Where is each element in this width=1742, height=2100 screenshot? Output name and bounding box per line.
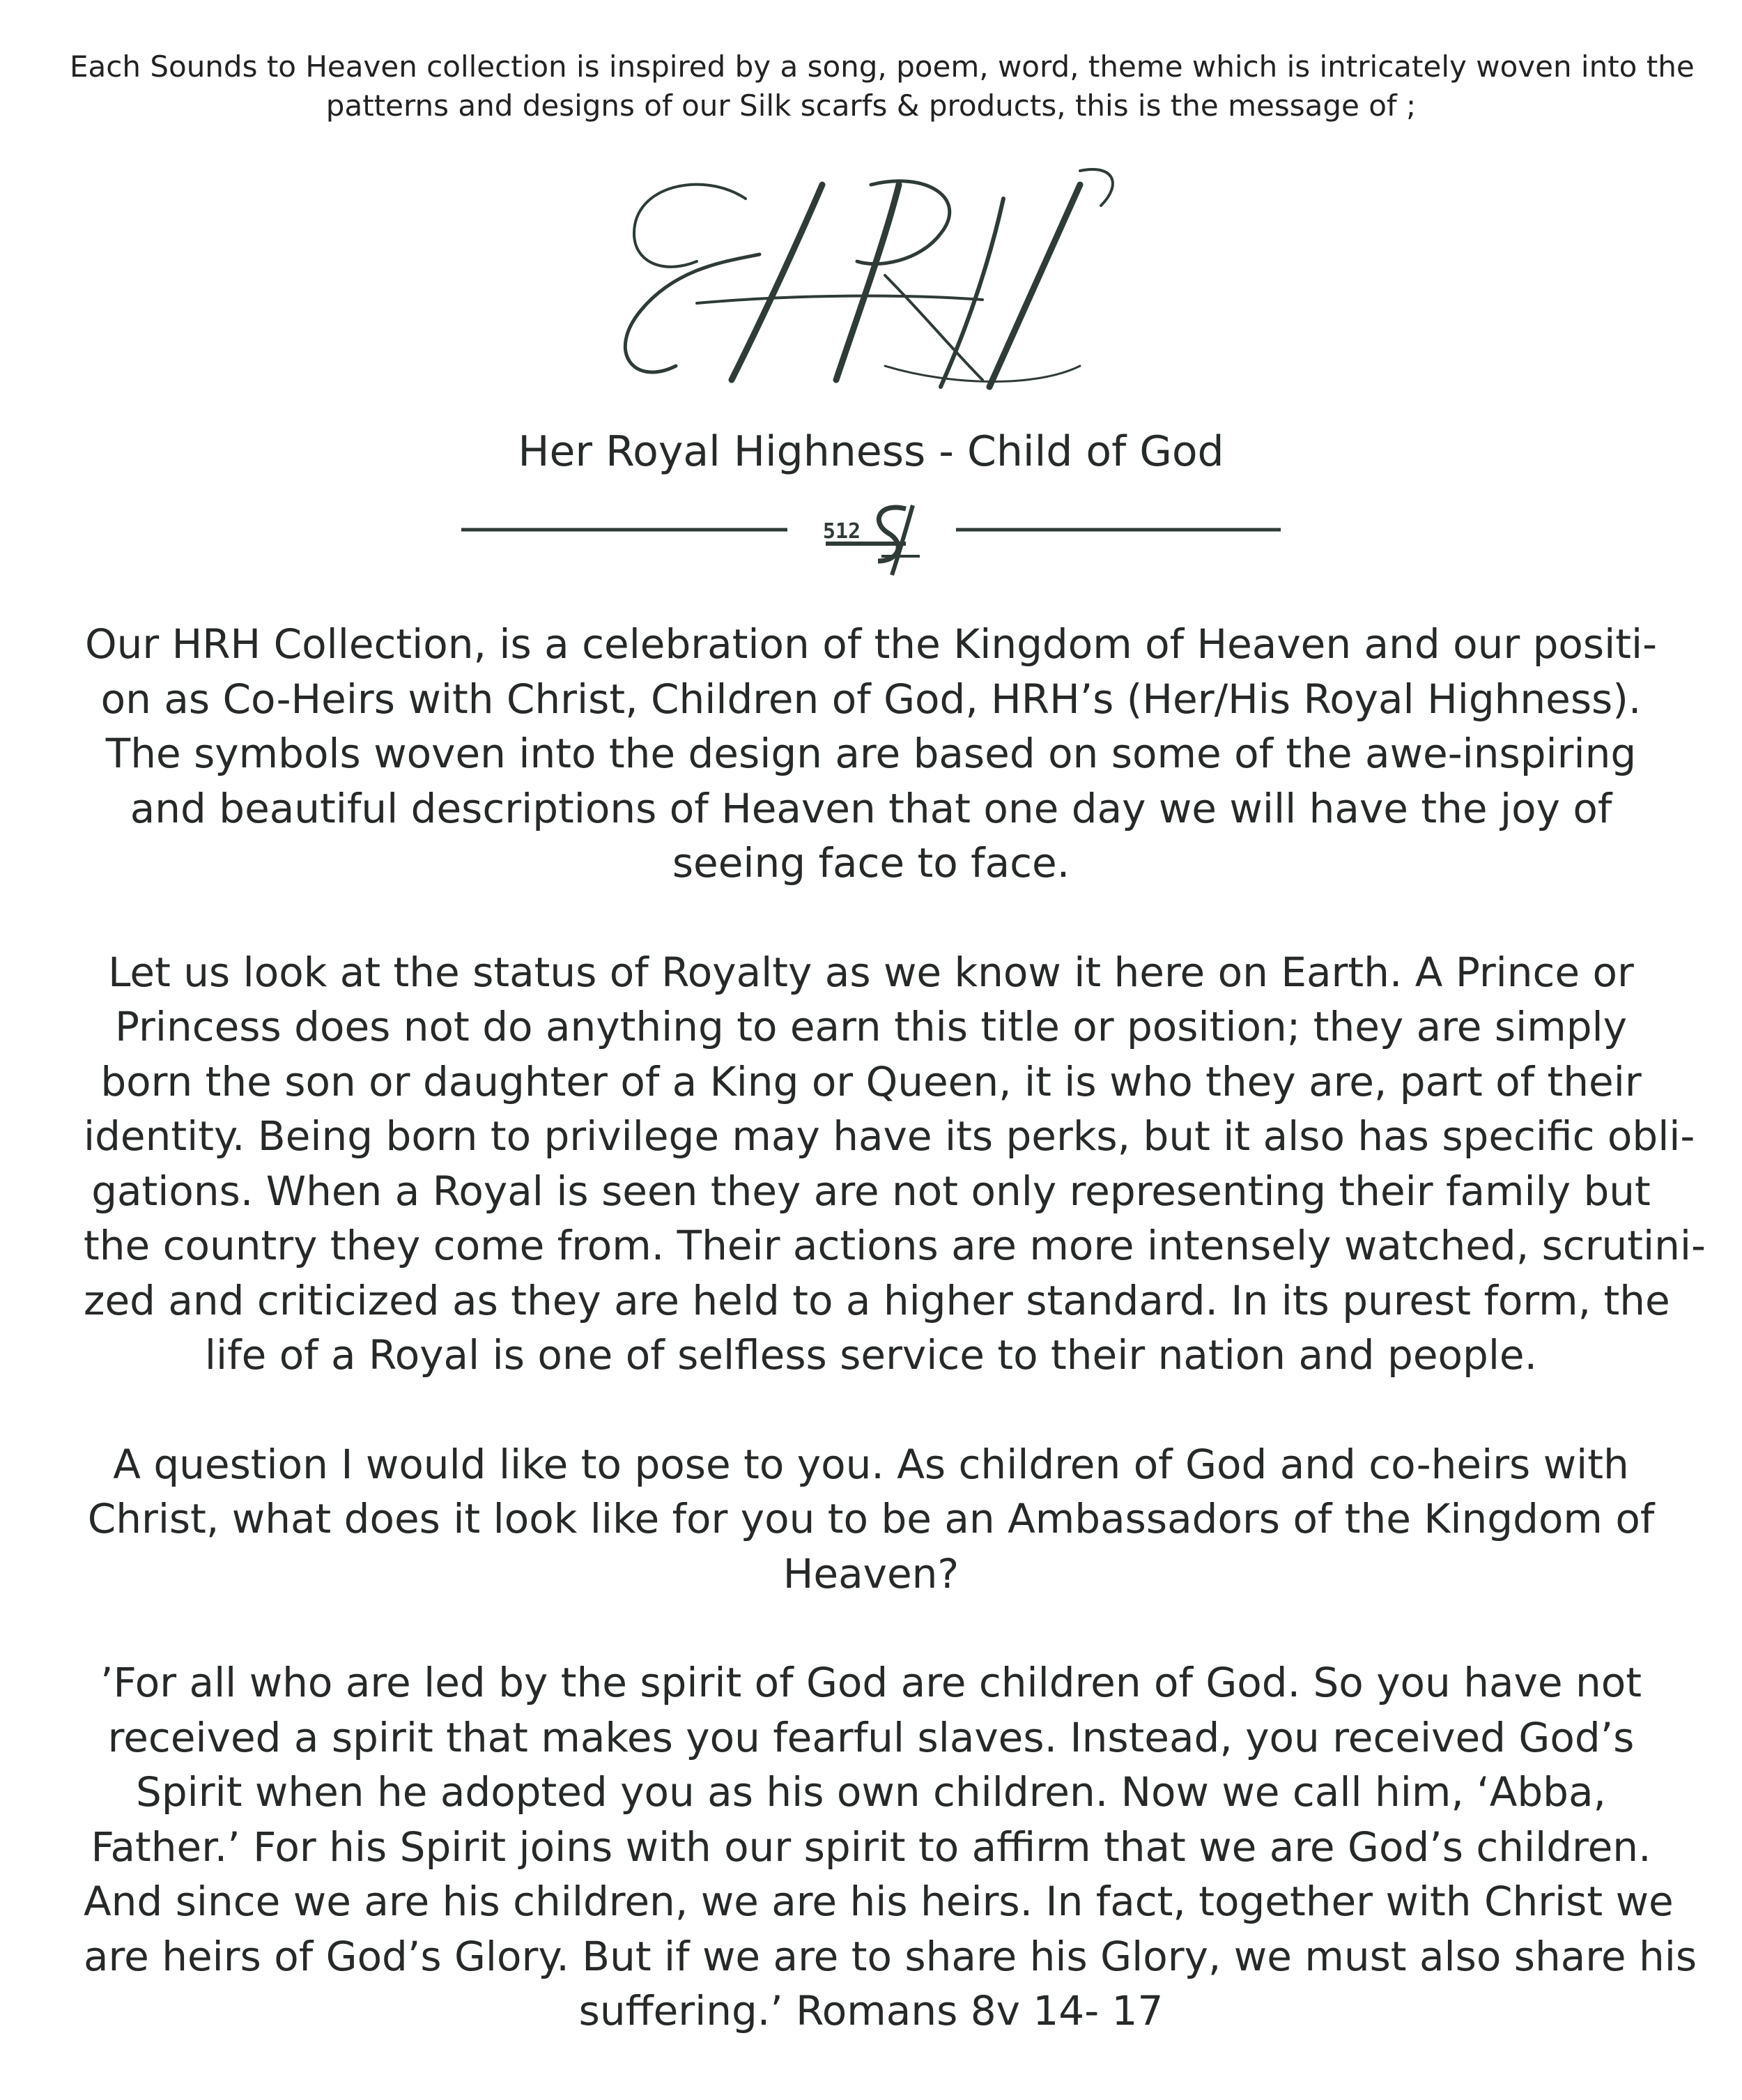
paragraph-question	[84, 1437, 1658, 1602]
divider-mark-text: 512	[822, 519, 861, 544]
text-line: And since we are his children, we are his heirs. In fact, together with Christ we	[84, 1878, 1674, 1925]
monogram-text: HRH	[670, 180, 1072, 366]
paragraph-scripture	[84, 1655, 1697, 2039]
text-line: ’For all who are led by the spirit of God are children of God. So you have not	[100, 1659, 1642, 1706]
text-line: are heirs of God’s Glory. But if we are to share his Glory, we must also share his	[84, 1932, 1697, 1980]
divider-emblem-icon	[823, 505, 920, 575]
text-line: and beautiful descriptions of Heaven that one day we will have the joy of	[130, 784, 1612, 832]
text-line: gations. When a Royal is seen they are not only representing their family but	[91, 1167, 1651, 1215]
ornamental-divider	[460, 495, 1282, 578]
hrh-monogram-logo	[592, 157, 1150, 394]
text-line: Our HRH Collection, is a celebration of the Kingdom of Heaven and our positi-	[84, 620, 1658, 668]
text-line: the country they come from. Their actions are more intensely watched, scrutini-	[84, 1222, 1706, 1269]
text-line: Spirit when he adopted you as his own children. Now we call him, ‘Abba,	[136, 1768, 1606, 1816]
text-line: Heaven?	[783, 1549, 959, 1597]
text-line: identity. Being born to privilege may have its perks, but it also has specific obli-	[84, 1112, 1695, 1160]
intro-line: Each Sounds to Heaven collection is inspired by a song, poem, word, theme which is intricately woven into the	[70, 49, 1695, 84]
paragraph-collection	[84, 617, 1658, 891]
text-line: born the son or daughter of a King or Queen, it is who they are, part of their	[100, 1057, 1642, 1105]
text-line: A question I would like to pose to you. As children of God and co-heirs with	[113, 1440, 1629, 1488]
paragraph-royalty	[84, 945, 1706, 1383]
text-line: life of a Royal is one of selfless service to their nation and people.	[204, 1331, 1538, 1379]
text-line: Christ, what does it look like for you to be an Ambassadors of the Kingdom of	[87, 1495, 1655, 1542]
text-line: received a spirit that makes you fearful slaves. Instead, you received God’s	[107, 1713, 1635, 1761]
text-line: The symbols woven into the design are based on some of the awe-inspiring	[105, 730, 1637, 777]
text-line: Princess does not do anything to earn this title or position; they are simply	[115, 1003, 1627, 1050]
text-line: Father.’ For his Spirit joins with our spirit to affirm that we are God’s children.	[91, 1823, 1651, 1871]
body-text	[84, 617, 1706, 2093]
subtitle: Her Royal Highness - Child of God	[518, 427, 1224, 476]
intro-text	[70, 47, 1695, 125]
text-line: suffering.’ Romans 8v 14- 17	[578, 1987, 1164, 2034]
intro-line: patterns and designs of our Silk scarfs & products, this is the message of ;	[325, 89, 1417, 123]
text-line: zed and criticized as they are held to a higher standard. In its purest form, the	[84, 1276, 1670, 1324]
text-line: on as Co-Heirs with Christ, Children of God, HRH’s (Her/His Royal Highness).	[100, 675, 1642, 723]
text-line: Let us look at the status of Royalty as we know it here on Earth. A Prince or	[108, 948, 1634, 996]
text-line: seeing face to face.	[672, 839, 1070, 887]
